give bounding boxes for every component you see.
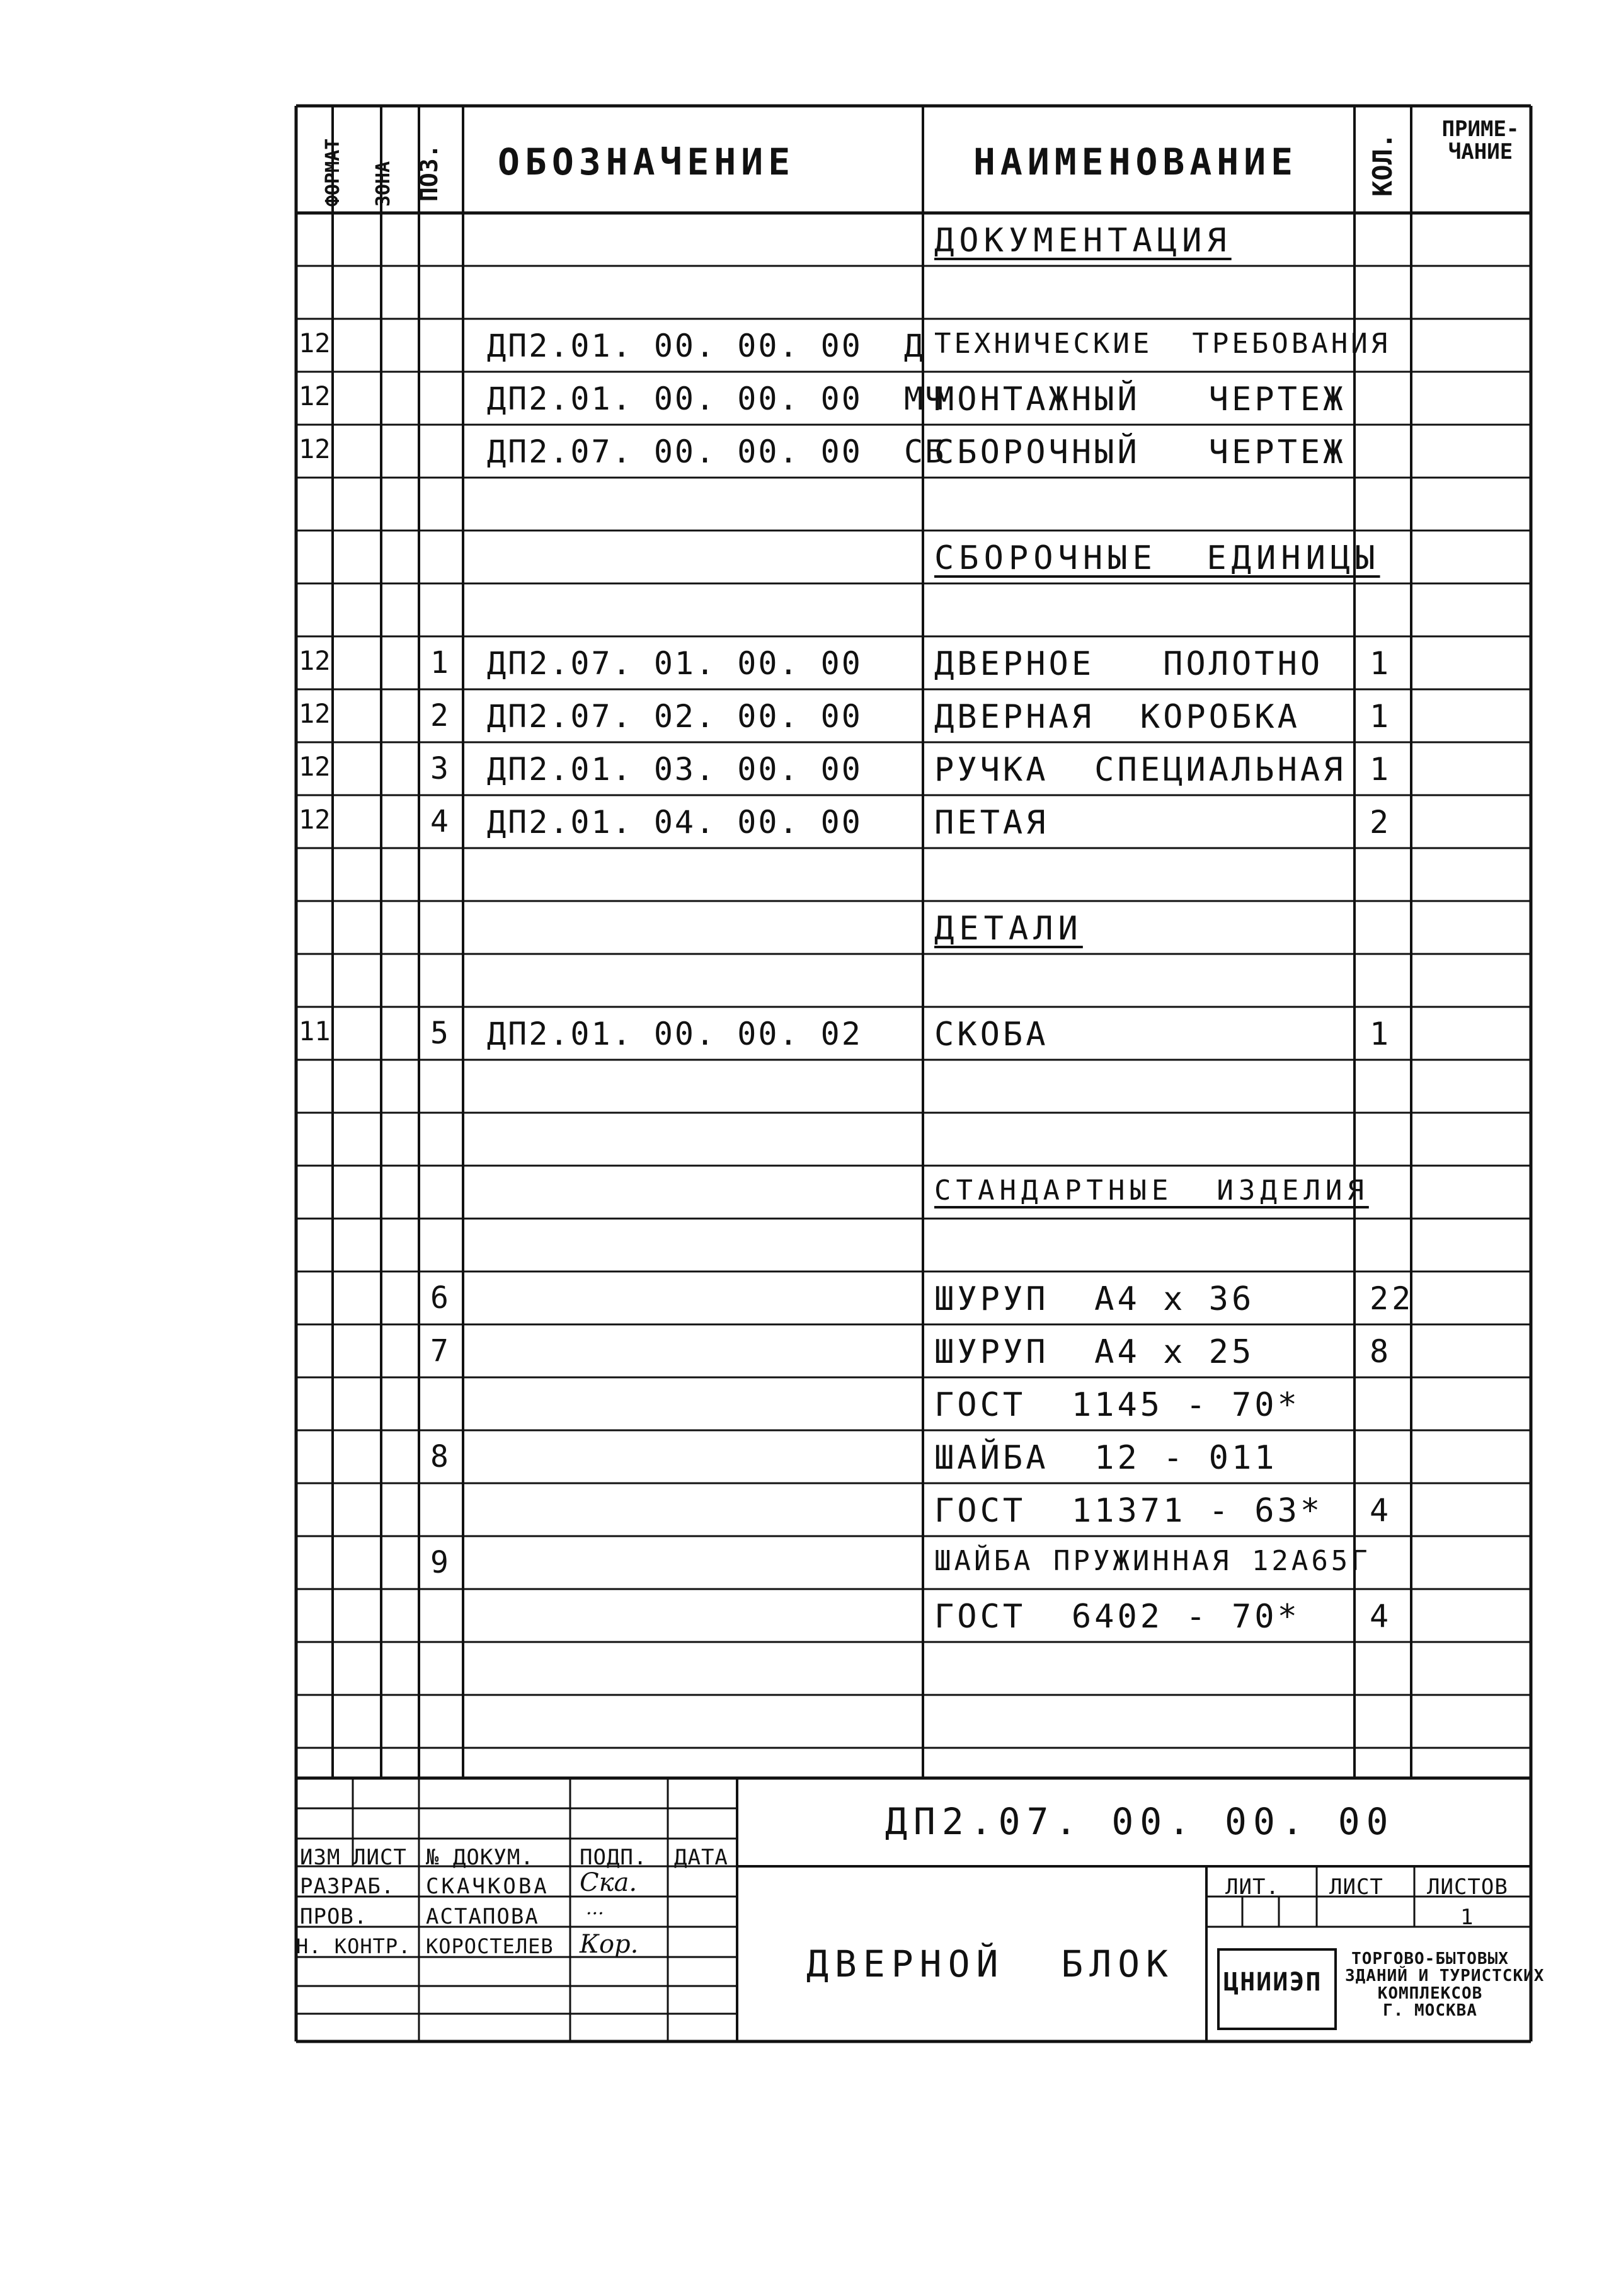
tb-organization: ТОРГОВО-БЫТОВЫХ ЗДАНИЙ И ТУРИСТСКИХ КОМПЛЕКСОВ Г. МОСКВА — [1345, 1949, 1545, 2020]
row-name: ДОКУМЕНТАЦИЯ — [934, 222, 1232, 260]
tb-label-sign: ПОДП. — [580, 1845, 648, 1870]
row-pos: 4 — [430, 804, 452, 839]
row-name: ПЕТАЯ — [934, 804, 1049, 842]
tb-label-lit: ЛИТ. — [1225, 1874, 1280, 1900]
row-name: ГОСТ 11371 - 63* — [934, 1492, 1324, 1530]
header-pos: ПОЗ. — [415, 144, 443, 202]
row-pos: 5 — [430, 1016, 452, 1051]
row-name: СБОРОЧНЫЙ ЧЕРТЕЖ — [934, 433, 1346, 471]
row-designation: ДП2.01. 00. 00. 00 Д — [487, 328, 925, 364]
tb-person-checker: АСТАПОВА — [426, 1904, 539, 1929]
tb-role-developer: РАЗРАБ. — [300, 1874, 395, 1899]
row-name: ГОСТ 6402 - 70* — [934, 1598, 1300, 1636]
tb-signature-developer: Ска. — [580, 1868, 638, 1897]
tb-person-developer: СКАЧКОВА — [426, 1874, 549, 1899]
row-name: ШУРУП А4 х 25 — [934, 1333, 1255, 1371]
row-name: РУЧКА СПЕЦИАЛЬНАЯ — [934, 751, 1346, 789]
row-name: ГОСТ 1145 - 70* — [934, 1386, 1300, 1424]
row-name: СКОБА — [934, 1016, 1049, 1053]
row-name: ШАЙБА 12 - 011 — [934, 1439, 1278, 1477]
header-name: НАИМЕНОВАНИЕ — [973, 141, 1298, 183]
tb-label-izm: ИЗМ — [300, 1845, 341, 1870]
row-qty: 1 — [1370, 698, 1392, 735]
header-designation: ОБОЗНАЧЕНИЕ — [498, 141, 796, 183]
row-qty: 1 — [1370, 751, 1392, 788]
tb-role-norm-control: Н. КОНТР. — [296, 1934, 411, 1958]
header-qty: КОЛ. — [1367, 132, 1398, 197]
org-logo-text: ЦНИИЭП — [1223, 1968, 1322, 1997]
row-designation: ДП2.07. 00. 00. 00 СБ — [487, 433, 946, 470]
row-name: МОНТАЖНЫЙ ЧЕРТЕЖ — [934, 381, 1346, 418]
tb-label-date: ДАТА — [674, 1845, 728, 1870]
row-qty: 8 — [1370, 1333, 1392, 1370]
org-logo — [1217, 1948, 1337, 2030]
row-format: 12 — [299, 328, 331, 359]
row-pos: 8 — [430, 1439, 452, 1474]
row-qty: 2 — [1370, 804, 1392, 841]
row-designation: ДП2.01. 03. 00. 00 — [487, 751, 862, 788]
tb-label-list: ЛИСТ — [353, 1845, 407, 1870]
row-name: ШУРУП А4 х 36 — [934, 1280, 1255, 1318]
tb-role-checker: ПРОВ. — [300, 1904, 368, 1929]
row-qty: 1 — [1370, 645, 1392, 682]
title-product-name: ДВЕРНОЙ БЛОК — [806, 1943, 1174, 1985]
tb-signature-checker: ... — [586, 1897, 604, 1919]
row-qty: 4 — [1370, 1492, 1392, 1529]
row-format: 11 — [299, 1016, 331, 1047]
row-designation: ДП2.07. 01. 00. 00 — [487, 645, 862, 682]
row-pos: 9 — [430, 1545, 452, 1580]
header-note: ПРИМЕ- ЧАНИЕ — [1441, 117, 1520, 164]
row-pos: 6 — [430, 1280, 452, 1316]
header-zone: ЗОНА — [372, 161, 394, 207]
row-designation: ДП2.07. 02. 00. 00 — [487, 698, 862, 735]
row-pos: 1 — [430, 645, 452, 680]
row-designation: ДП2.01. 00. 00. 02 — [487, 1016, 862, 1052]
row-designation: ДП2.01. 04. 00. 00 — [487, 804, 862, 841]
row-name: СБОРОЧНЫЕ ЕДИНИЦЫ — [934, 539, 1380, 577]
row-format: 12 — [299, 381, 331, 411]
row-qty: 4 — [1370, 1598, 1392, 1634]
row-format: 12 — [299, 433, 331, 464]
row-format: 12 — [299, 804, 331, 835]
row-pos: 7 — [430, 1333, 452, 1369]
row-name: ШАЙБА ПРУЖИННАЯ 12А65Г — [934, 1545, 1371, 1577]
tb-label-doc-no: № ДОКУМ. — [426, 1845, 534, 1870]
tb-person-norm-control: КОРОСТЕЛЕВ — [426, 1934, 554, 1958]
row-qty: 1 — [1370, 1016, 1392, 1052]
row-name: СТАНДАРТНЫЕ ИЗДЕЛИЯ — [934, 1174, 1369, 1207]
row-designation: ДП2.01. 00. 00. 00 МЧ — [487, 381, 946, 417]
row-name: ДВЕРНОЕ ПОЛОТНО — [934, 645, 1324, 683]
row-pos: 3 — [430, 751, 452, 786]
row-name: ДВЕРНАЯ КОРОБКА — [934, 698, 1300, 736]
tb-label-sheets: ЛИСТОВ — [1427, 1874, 1508, 1900]
header-format: ФОРМАТ — [322, 138, 344, 207]
row-name: ДЕТАЛИ — [934, 910, 1083, 948]
row-format: 12 — [299, 698, 331, 729]
row-format: 12 — [299, 645, 331, 676]
tb-signature-norm-control: Кор. — [580, 1930, 639, 1959]
row-name: ТЕХНИЧЕСКИЕ ТРЕБОВАНИЯ — [934, 328, 1391, 360]
tb-sheets-value: 1 — [1460, 1905, 1474, 1930]
tb-label-sheet: ЛИСТ — [1329, 1874, 1383, 1900]
row-qty: 22 — [1370, 1280, 1414, 1317]
title-doc-code: ДП2.07. 00. 00. 00 — [885, 1800, 1395, 1843]
row-pos: 2 — [430, 698, 452, 733]
row-format: 12 — [299, 751, 331, 782]
